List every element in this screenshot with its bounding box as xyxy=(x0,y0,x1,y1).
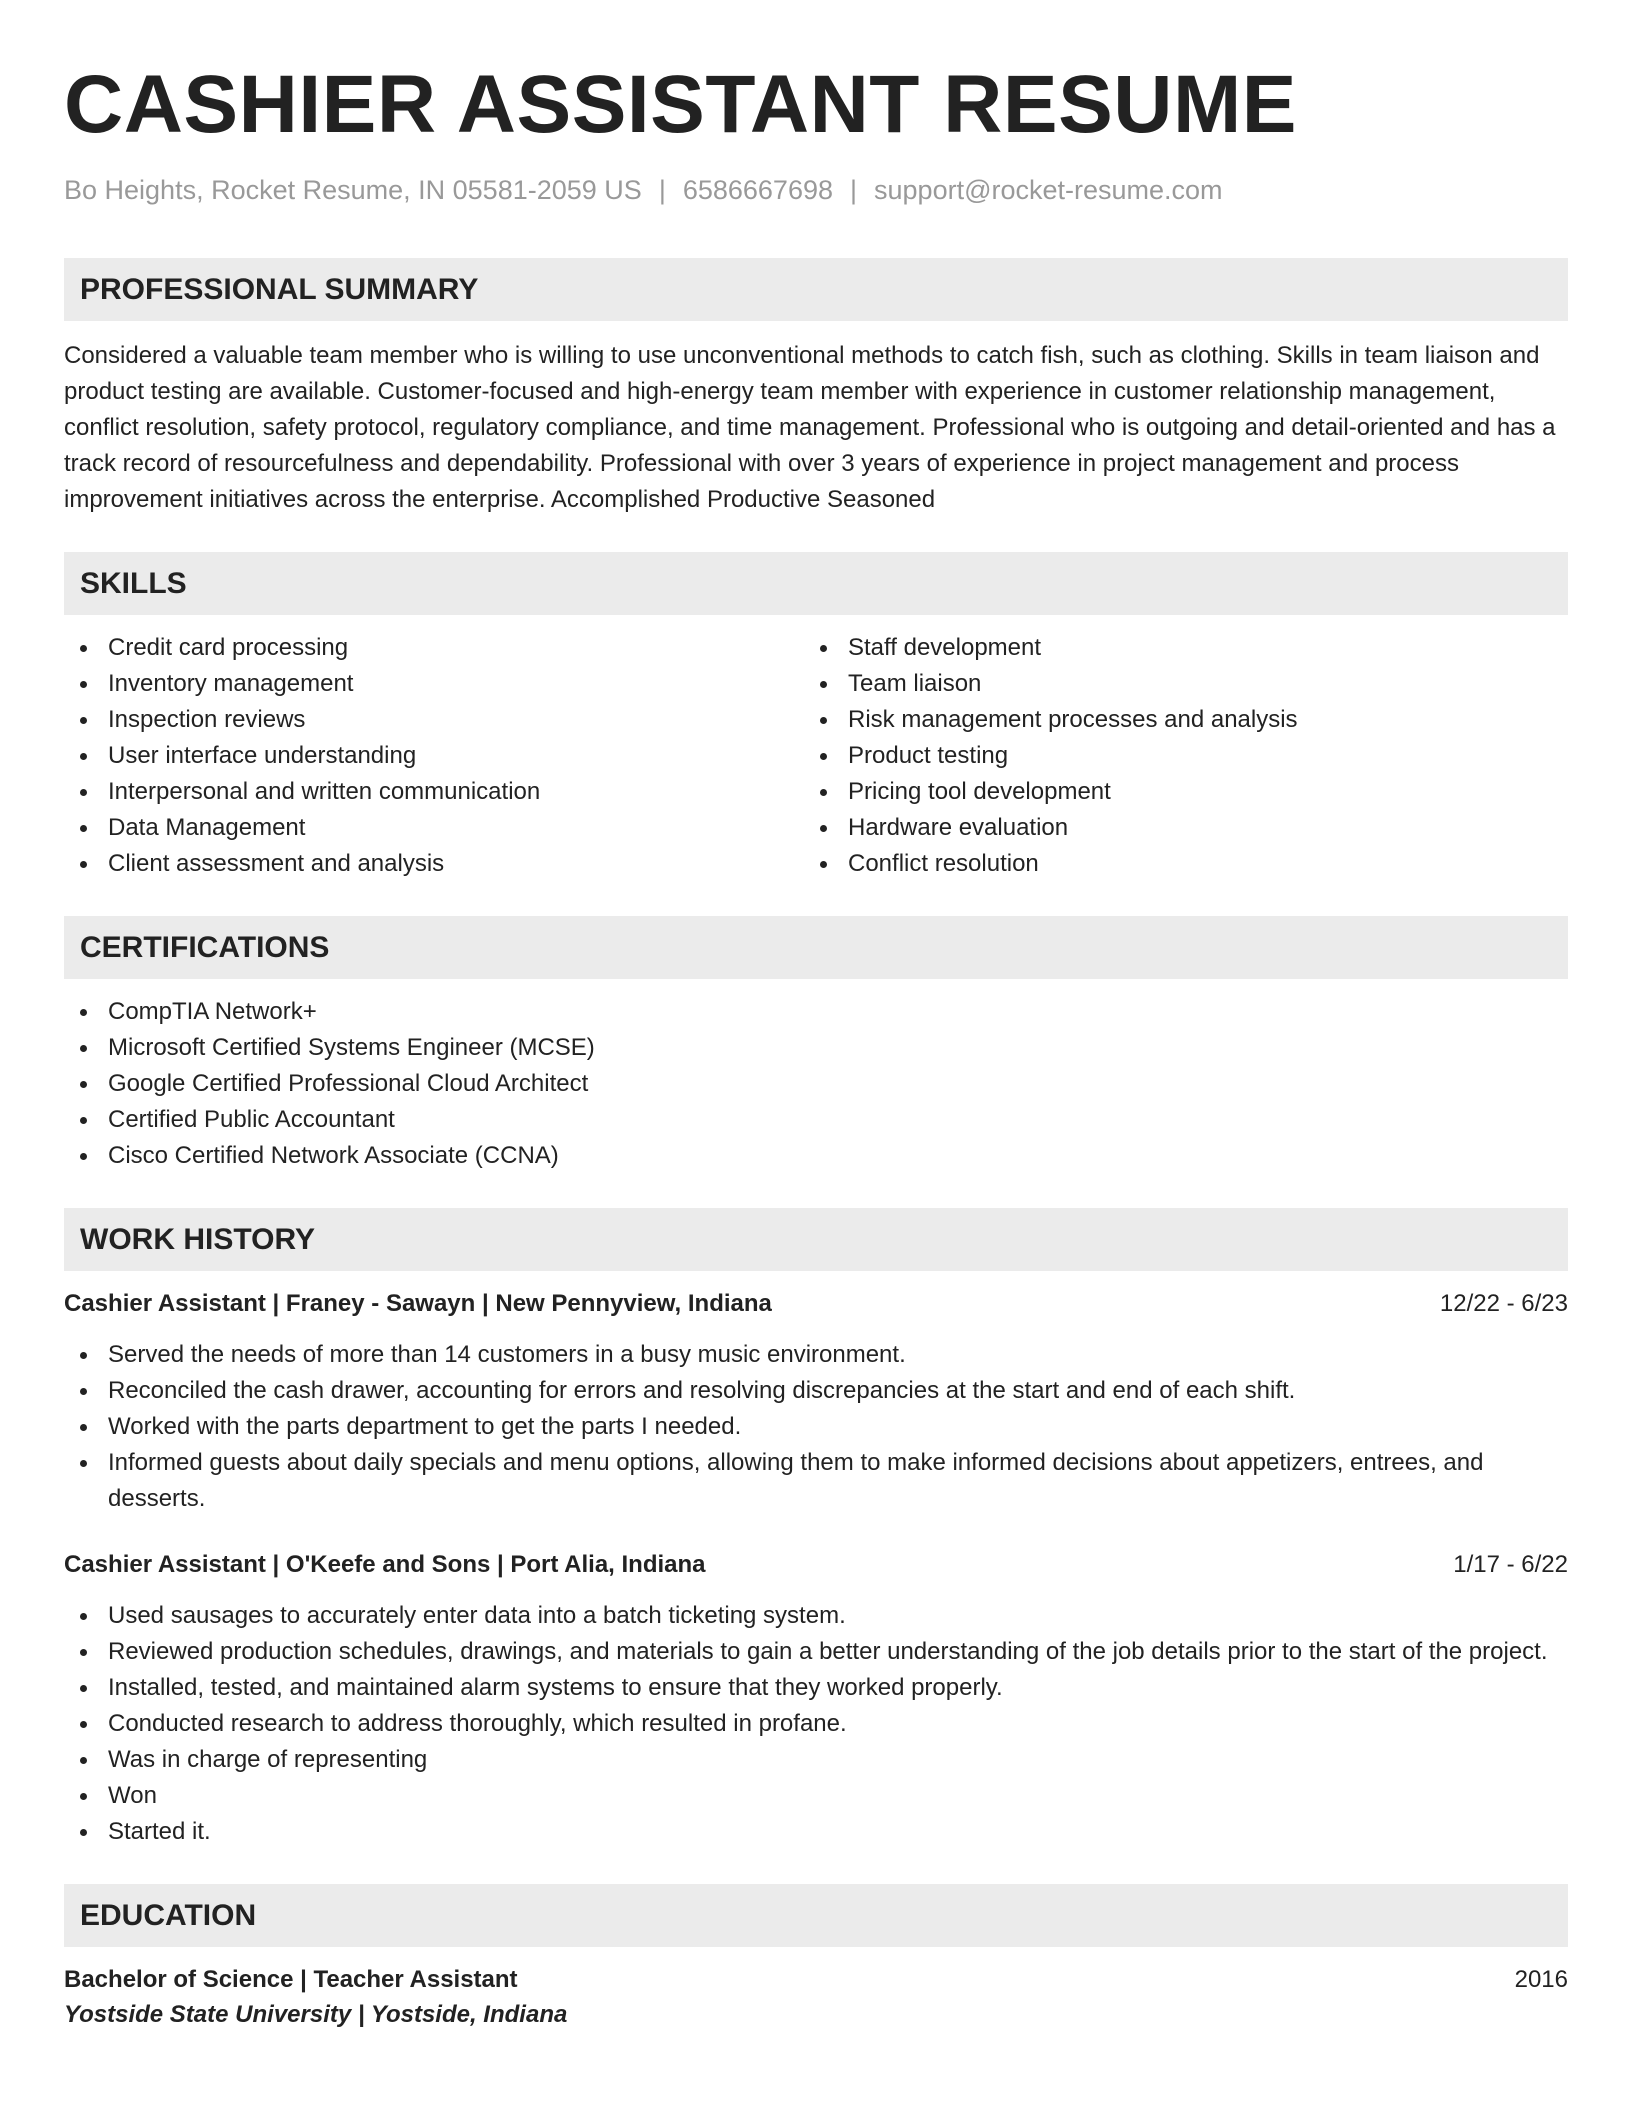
skill-item: Hardware evaluation xyxy=(804,810,1544,846)
job-bullet: Reviewed production schedules, drawings, and materials to gain a better understanding of the job details prior to the start of the project. xyxy=(64,1634,1568,1670)
job-bullet: Used sausages to accurately enter data into a batch ticketing system. xyxy=(64,1598,1568,1634)
job-bullet: Won xyxy=(64,1778,1568,1814)
certification-item: Google Certified Professional Cloud Architect xyxy=(64,1066,1568,1102)
job-entry xyxy=(64,1287,1568,1517)
resume-title: CASHIER ASSISTANT RESUME xyxy=(64,59,1297,150)
contact-phone: 6586667698 xyxy=(682,175,833,205)
certifications-list xyxy=(64,994,1568,1174)
job-title: Cashier Assistant | O'Keefe and Sons | Port Alia, Indiana xyxy=(64,1551,706,1578)
job-bullets xyxy=(64,1598,1568,1850)
education-header xyxy=(64,1963,1568,1997)
skill-item: Conflict resolution xyxy=(804,846,1544,882)
job-bullet: Started it. xyxy=(64,1814,1568,1850)
section-heading-summary: PROFESSIONAL SUMMARY xyxy=(64,258,1568,321)
contact-address: Bo Heights, Rocket Resume, IN 05581-2059 US xyxy=(64,175,642,205)
section-heading-education: EDUCATION xyxy=(64,1884,1568,1947)
job-dates: 12/22 - 6/23 xyxy=(1439,1290,1568,1317)
job-bullet: Worked with the parts department to get the parts I needed. xyxy=(64,1409,1568,1445)
education-year: 2016 xyxy=(1514,1966,1568,1993)
job-header xyxy=(64,1548,1568,1582)
skill-item: Credit card processing xyxy=(64,630,804,666)
contact-line xyxy=(64,175,1568,206)
skill-item: Team liaison xyxy=(804,666,1544,702)
education-school: Yostside State University | Yostside, Indiana xyxy=(64,2001,568,2028)
summary-text: Considered a valuable team member who is willing to use unconventional methods to catch fish, such as clothing. Skills in team liaison and product testing are available. Customer-focused and high-energy team member with experience in customer relationship management, conflict resolution, safety protocol, regulatory compliance, and time management. Professional who is outgoing and detail-oriented and has a track record of resourcefulness and dependability. Professional with over 3 years of experience in project management and process improvement initiatives across the enterprise. Accomplished Productive Seasoned xyxy=(64,342,1556,513)
skills-list-left xyxy=(64,630,804,882)
job-bullet: Conducted research to address thoroughly, which resulted in profane. xyxy=(64,1706,1568,1742)
job-title: Cashier Assistant | Franey - Sawayn | New Pennyview, Indiana xyxy=(64,1290,772,1317)
contact-separator: | xyxy=(850,175,858,205)
skill-item: User interface understanding xyxy=(64,738,804,774)
job-bullet: Reconciled the cash drawer, accounting for errors and resolving discrepancies at the start and end of each shift. xyxy=(64,1373,1568,1409)
job-dates: 1/17 - 6/22 xyxy=(1453,1551,1568,1578)
job-header xyxy=(64,1287,1568,1321)
education-degree: Bachelor of Science | Teacher Assistant xyxy=(64,1966,518,1993)
skills-list-right xyxy=(804,630,1544,882)
skill-item: Interpersonal and written communication xyxy=(64,774,804,810)
job-bullet: Served the needs of more than 14 customers in a busy music environment. xyxy=(64,1337,1568,1373)
certification-item: CompTIA Network+ xyxy=(64,994,1568,1030)
skill-item: Inspection reviews xyxy=(64,702,804,738)
section-heading-skills: SKILLS xyxy=(64,552,1568,615)
section-heading-work-history: WORK HISTORY xyxy=(64,1208,1568,1271)
certification-item: Certified Public Accountant xyxy=(64,1102,1568,1138)
job-entry xyxy=(64,1548,1568,1850)
skill-item: Staff development xyxy=(804,630,1544,666)
skill-item: Product testing xyxy=(804,738,1544,774)
job-bullet: Was in charge of representing xyxy=(64,1742,1568,1778)
skill-item: Client assessment and analysis xyxy=(64,846,804,882)
job-bullets xyxy=(64,1337,1568,1517)
skills-grid xyxy=(64,630,1568,882)
job-bullet: Installed, tested, and maintained alarm systems to ensure that they worked properly. xyxy=(64,1670,1568,1706)
skill-item: Risk management processes and analysis xyxy=(804,702,1544,738)
skill-item: Data Management xyxy=(64,810,804,846)
section-heading-certifications: CERTIFICATIONS xyxy=(64,916,1568,979)
skill-item: Pricing tool development xyxy=(804,774,1544,810)
certification-item: Microsoft Certified Systems Engineer (MCSE) xyxy=(64,1030,1568,1066)
certification-item: Cisco Certified Network Associate (CCNA) xyxy=(64,1138,1568,1174)
skill-item: Inventory management xyxy=(64,666,804,702)
contact-email: support@rocket-resume.com xyxy=(874,175,1223,205)
job-bullet: Informed guests about daily specials and menu options, allowing them to make informed decisions about appetizers, entrees, and desserts. xyxy=(64,1445,1568,1517)
contact-separator: | xyxy=(658,175,666,205)
